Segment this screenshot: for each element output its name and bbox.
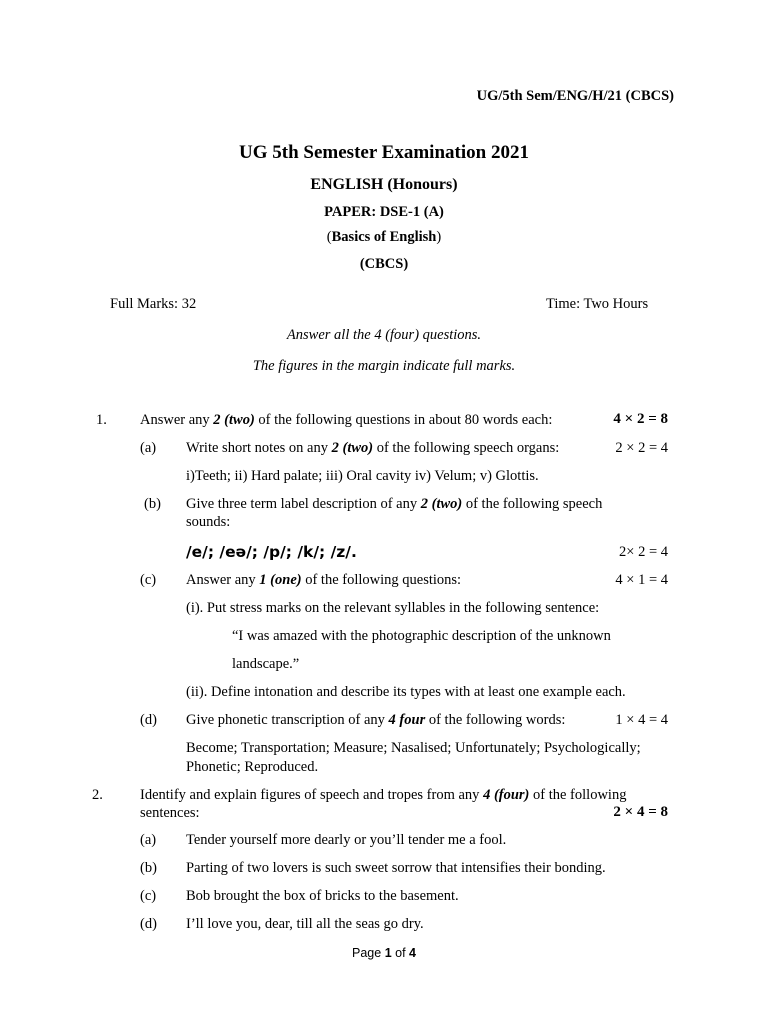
q1a-organ-list: i)Teeth; ii) Hard palate; iii) Oral cavity iv) Velum; v) Glottis. <box>186 468 539 484</box>
q1b-speech-sounds: /e/; /eə/; /p/; /k/; /z/. <box>186 543 357 561</box>
subject-title: ENGLISH (Honours) <box>310 176 458 193</box>
exam-title: UG 5th Semester Examination 2021 <box>239 142 529 163</box>
paper-code: UG/5th Sem/ENG/H/21 (CBCS) <box>476 88 674 104</box>
question-2-text-line2: sentences: <box>140 805 200 821</box>
q1c-label: (c) <box>140 572 157 588</box>
q1d-marks: 1 × 4 = 4 <box>615 712 668 728</box>
q2-item-label: (c) <box>140 888 157 904</box>
question-2-text: Identify and explain figures of speech and tropes from any 4 (four) of the following <box>140 787 627 803</box>
q1b-text: Give three term label description of any 2 (two) of the following speech <box>186 496 603 512</box>
q2-item-text: Tender yourself more dearly or you’ll tender me a fool. <box>186 832 507 848</box>
q1c-option-ii: (ii). Define intonation and describe its types with at least one example each. <box>186 684 626 700</box>
q1d-label: (d) <box>140 712 157 728</box>
paper-name: (Basics of English) <box>326 229 442 245</box>
full-marks: Full Marks: 32 <box>110 296 197 312</box>
q1c-quote-line1: “I was amazed with the photographic description of the unknown <box>232 628 611 644</box>
question-1-number: 1. <box>96 412 107 428</box>
q1b-text-line2: sounds: <box>186 514 231 530</box>
q1d-words-line1: Become; Transportation; Measure; Nasalised; Unfortunately; Psychologically; <box>186 740 641 756</box>
q1d-text: Give phonetic transcription of any 4 four of the following words: <box>186 712 566 728</box>
q1a-text: Write short notes on any 2 (two) of the following speech organs: <box>186 440 560 456</box>
q2-item-text: Parting of two lovers is such sweet sorrow that intensifies their bonding. <box>186 860 606 876</box>
q2-item-text: Bob brought the box of bricks to the basement. <box>186 888 459 904</box>
paper-title: PAPER: DSE-1 (A) <box>324 204 444 220</box>
q1c-quote-line2: landscape.” <box>232 656 300 672</box>
q1c-text: Answer any 1 (one) of the following questions: <box>186 572 462 588</box>
page-number: Page 1 of 4 <box>352 946 416 960</box>
q1a-label: (a) <box>140 440 157 456</box>
question-1-marks: 4 × 2 = 8 <box>613 411 668 427</box>
question-2-marks: 2 × 4 = 8 <box>613 804 668 820</box>
q1c-marks: 4 × 1 = 4 <box>615 572 668 588</box>
time-allowed: Time: Two Hours <box>546 296 649 312</box>
question-1-text: Answer any 2 (two) of the following questions in about 80 words each: <box>140 412 553 428</box>
q2-item-text: I’ll love you, dear, till all the seas go dry. <box>186 916 424 932</box>
scheme-label: (CBCS) <box>359 256 409 272</box>
q1b-label: (b) <box>144 496 161 512</box>
q2-item-label: (a) <box>140 832 157 848</box>
q2-item-label: (d) <box>140 916 157 932</box>
q1c-option-i: (i). Put stress marks on the relevant syllables in the following sentence: <box>186 600 600 616</box>
q2-item-label: (b) <box>140 860 157 876</box>
question-2-number: 2. <box>92 787 103 803</box>
q1b-marks: 2× 2 = 4 <box>619 544 668 560</box>
instruction-margin-marks: The figures in the margin indicate full marks. <box>252 358 516 374</box>
q1d-words-line2: Phonetic; Reproduced. <box>186 759 319 775</box>
instruction-answer-all: Answer all the 4 (four) questions. <box>286 327 482 343</box>
q1a-marks: 2 × 2 = 4 <box>615 440 668 456</box>
